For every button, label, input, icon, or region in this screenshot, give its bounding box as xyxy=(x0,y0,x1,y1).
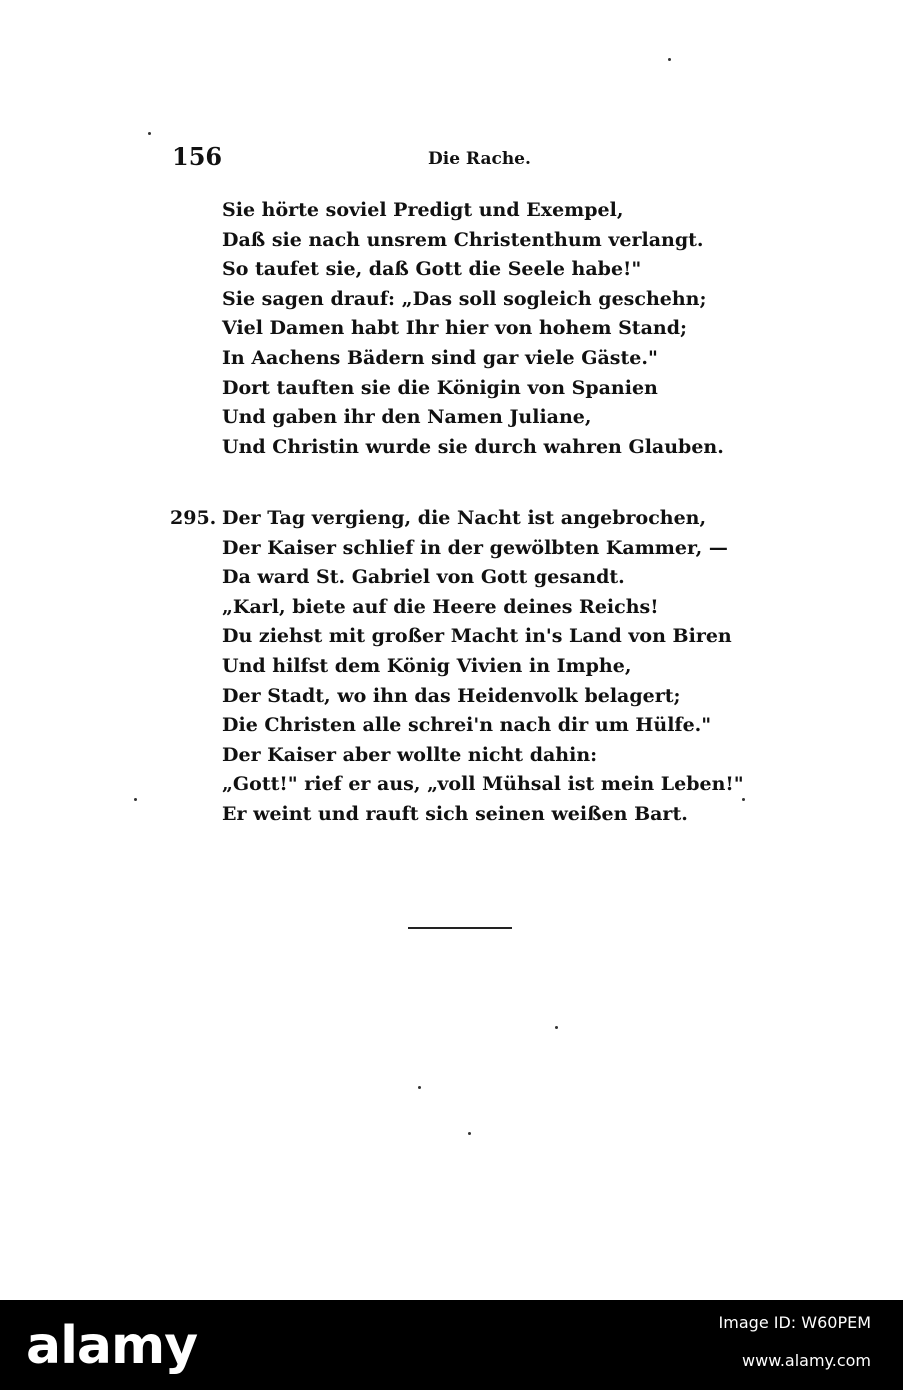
verse-line: Und gaben ihr den Namen Juliane, xyxy=(222,406,592,429)
verse-line: „Gott!" rief er aus, „voll Mühsal ist mein Leben!" xyxy=(222,773,744,796)
verse-line: Der Kaiser aber wollte nicht dahin: xyxy=(222,743,598,766)
page-number: 156 xyxy=(172,142,223,171)
verse-line: So taufet sie, daß Gott die Seele habe!" xyxy=(222,258,642,281)
verse-line: Und hilfst dem König Vivien in Imphe, xyxy=(222,654,632,677)
image-id-label: Image ID: W60PEM xyxy=(718,1313,871,1332)
stanza-two xyxy=(222,504,742,830)
print-speck xyxy=(468,1132,471,1135)
print-speck xyxy=(555,1026,558,1029)
running-head: Die Rache. xyxy=(428,149,531,169)
print-speck xyxy=(742,798,745,801)
end-rule-divider xyxy=(408,927,512,929)
alamy-logo: alamy xyxy=(26,1316,198,1376)
site-url-label: www.alamy.com xyxy=(742,1351,871,1370)
print-speck xyxy=(668,58,671,61)
verse-line: Daß sie nach unsrem Christenthum verlangt. xyxy=(222,228,704,251)
verse-line: „Karl, biete auf die Heere deines Reichs! xyxy=(222,595,659,618)
print-speck xyxy=(148,132,151,135)
verse-line: Der Kaiser schlief in der gewölbten Kammer, — xyxy=(222,536,728,559)
verse-line: Da ward St. Gabriel von Gott gesandt. xyxy=(222,566,625,589)
verse-line: Du ziehst mit großer Macht in's Land von Biren xyxy=(222,625,732,648)
verse-line: Sie sagen drauf: „Das soll sogleich geschehn; xyxy=(222,287,707,310)
print-speck xyxy=(134,798,137,801)
verse-line: Die Christen alle schrei'n nach dir um Hülfe." xyxy=(222,714,712,737)
verse-line: Der Stadt, wo ihn das Heidenvolk belagert; xyxy=(222,684,681,707)
verse-line: Er weint und rauft sich seinen weißen Bart. xyxy=(222,802,688,825)
verse-line: Und Christin wurde sie durch wahren Glauben. xyxy=(222,435,724,458)
verse-line: Dort tauften sie die Königin von Spanien xyxy=(222,376,658,399)
stanza-one xyxy=(222,196,742,462)
print-speck xyxy=(418,1086,421,1089)
stanza-number: 295. xyxy=(170,507,217,529)
verse-line: Viel Damen habt Ihr hier von hohem Stand; xyxy=(222,317,687,340)
verse-line: Sie hörte soviel Predigt und Exempel, xyxy=(222,199,624,221)
verse-line: In Aachens Bädern sind gar viele Gäste." xyxy=(222,346,658,369)
verse-line: Der Tag vergieng, die Nacht ist angebrochen, xyxy=(222,507,707,529)
